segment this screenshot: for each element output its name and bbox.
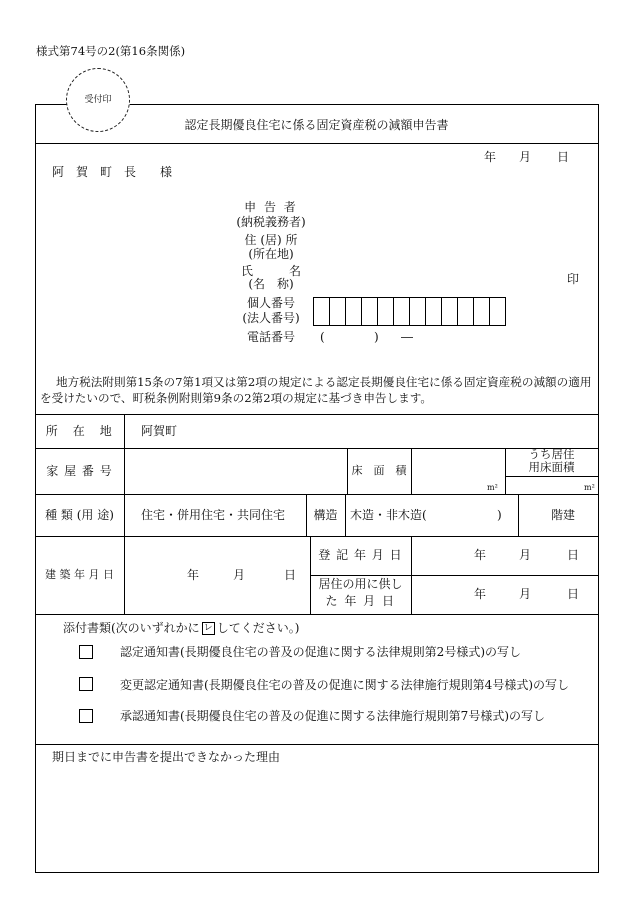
location-value: 阿賀町: [141, 424, 178, 438]
occupied-date-label-line2: た 年 月 日: [325, 594, 396, 608]
residential-area-label-line1: うち居住: [528, 447, 575, 461]
form-title: 認定長期優良住宅に係る固定資産税の減額申告書: [184, 118, 449, 132]
attachment-label-certification: 認定通知書(長期優良住宅の普及の促進に関する法律規則第2号様式)の写し: [120, 645, 522, 659]
occupied-date-day: 日: [567, 587, 580, 601]
occupied-date-year: 年: [474, 587, 487, 601]
registered-date-day: 日: [567, 548, 580, 562]
floor-area-unit: m²: [487, 483, 498, 492]
number-digit-box[interactable]: [378, 297, 394, 326]
house-number-label: 家 屋 番 号: [46, 464, 113, 478]
attachment-checkbox-change-certification[interactable]: [79, 677, 93, 691]
filing-date-month: 月: [519, 150, 532, 164]
phone-dash: ―: [401, 330, 413, 344]
number-label: 個人番号: [246, 296, 295, 310]
residential-area-label-line2: 用床面積: [528, 460, 575, 474]
phone-close-paren: ): [374, 330, 379, 344]
attachments-heading: [63, 621, 299, 635]
address-note: (所在地): [248, 247, 294, 261]
addressee: 阿 賀 町 長 様: [52, 165, 173, 179]
address-label: 住 (居) 所: [244, 233, 298, 247]
type-label: 種 類 (用 途): [45, 508, 114, 522]
registered-date-label: 登 記 年 月 日: [318, 548, 403, 562]
structure-options: 木造・非木造(: [350, 508, 427, 522]
applicant-heading: 申 告 者: [244, 200, 298, 214]
number-digit-box[interactable]: [442, 297, 458, 326]
floor-area-label: 床 面 積: [351, 464, 407, 477]
built-date-day: 日: [284, 568, 297, 582]
structure-label: 構造: [313, 508, 338, 522]
declaration-text: 地方税法附則第15条の7第1項又は第2項の規定による認定長期優良住宅に係る固定資産税の減額の適用を受けたいので、町税条例附則第9条の2第2項の規定に基づき申告します。: [40, 375, 592, 405]
built-date-label: 建 築 年 月 日: [45, 568, 114, 581]
filing-date-day: 日: [557, 150, 570, 164]
attachment-checkbox-certification[interactable]: [79, 645, 93, 659]
number-note: (法人番号): [242, 311, 300, 325]
applicant-heading-note: (納税義務者): [236, 215, 306, 229]
attachments-heading-text-end: してください。): [216, 621, 300, 635]
name-label: 氏 名: [240, 264, 301, 278]
registered-date-year: 年: [474, 548, 487, 562]
occupied-date-month: 月: [519, 587, 532, 601]
location-label: 所 在 地: [45, 424, 114, 438]
attachment-label-approval: 承認通知書(長期優良住宅の普及の促進に関する法律施行規則第7号様式)の写し: [120, 709, 546, 723]
structure-close-paren: ): [497, 508, 502, 522]
late-reason-label: 期日までに申告書を提出できなかった理由: [52, 750, 281, 764]
reception-stamp-label: 受付印: [84, 95, 112, 105]
occupied-date-label-line1: 居住の用に供し: [318, 577, 403, 591]
name-note: (名 称): [248, 277, 294, 291]
seal-mark: 印: [567, 272, 580, 286]
number-digit-box[interactable]: [394, 297, 410, 326]
attachment-checkbox-approval[interactable]: [79, 709, 93, 723]
individual-number-boxes: [313, 297, 506, 326]
number-digit-box[interactable]: [314, 297, 330, 326]
number-digit-box[interactable]: [426, 297, 442, 326]
form-number: 様式第74号の2(第16条関係): [36, 44, 186, 58]
number-digit-box[interactable]: [474, 297, 490, 326]
residential-area-unit: m²: [584, 483, 595, 492]
number-digit-box[interactable]: [330, 297, 346, 326]
type-options: 住宅・併用住宅・共同住宅: [141, 508, 286, 522]
registered-date-month: 月: [519, 548, 532, 562]
attachment-label-change-certification: 変更認定通知書(長期優良住宅の普及の促進に関する法律施行規則第4号様式)の写し: [120, 678, 570, 692]
built-date-month: 月: [233, 568, 246, 582]
number-digit-box[interactable]: [346, 297, 362, 326]
built-date-year: 年: [187, 568, 200, 582]
number-digit-box[interactable]: [490, 297, 506, 326]
number-digit-box[interactable]: [410, 297, 426, 326]
number-digit-box[interactable]: [362, 297, 378, 326]
phone-label: 電話番号: [246, 330, 295, 344]
check-example-box: レ: [203, 622, 213, 633]
filing-date-year: 年: [484, 150, 497, 164]
phone-open-paren: (: [320, 330, 325, 344]
stories-unit: 階建: [551, 508, 576, 522]
attachments-heading-text: 添付書類(次のいずれかに: [63, 621, 200, 635]
number-digit-box[interactable]: [458, 297, 474, 326]
